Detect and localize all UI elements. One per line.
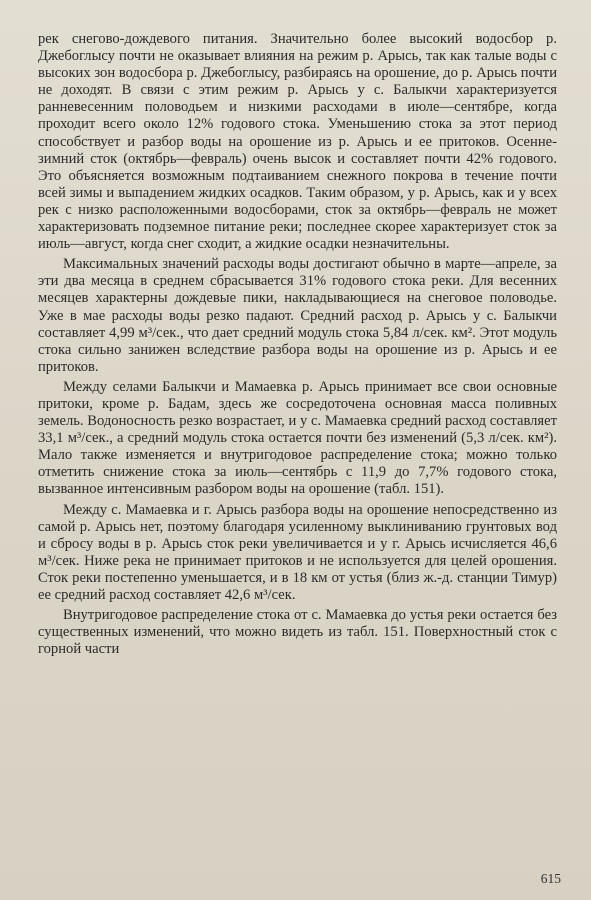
paragraph-2: Максимальных значений расходы воды достигают обычно в марте—апреле, за эти два месяца в среднем сбрасывается 31% годового стока реки. Для весенних месяцев характерны дождевые пики, накладывающиеся на снеговое половодье. Уже в мае расходы воды резко падают. Средний расход р. Арысь у с. Балыкчи составляет 4,99 м³/сек., что дает средний модуль стока 5,84 л/сек. км². Этот модуль стока сильно занижен вследствие разбора воды на орошение из р. Арысь и ее притоков.	[38, 256, 557, 375]
page-number: 615	[540, 870, 561, 886]
paragraph-1: рек снегово-дождевого питания. Значительно более высокий водосбор р. Джебоглысу почти не оказывает влияния на режим р. Арысь, так как талые воды с высоких зон водосбора р. Джебоглысу, разбираясь на орошение, до р. Арысь почти не доходят. В связи с этим режим р. Арысь у с. Балыкчи характеризуется ранневесенним половодьем и низкими расходами в июле—сентябре, когда проходит всего около 12% годового стока. Уменьшению стока за этот период способствует и разбор воды на орошение из р. Арысь и ее притоков. Осенне-зимний сток (октябрь—февраль) очень высок и составляет почти 42% годового. Это объясняется возможным подтаиванием снежного покрова в течение почти всей зимы и выпадением жидких осадков. Таким образом, у р. Арысь, как и у всех рек с низко расположенными водосборами, сток за октябрь—февраль не может характеризовать подземное питание реки; последнее скорее характеризует сток за июль—август, когда снег сходит, а жидкие осадки незначительны.	[38, 31, 557, 253]
text-body	[38, 31, 557, 658]
paragraph-5: Внутригодовое распределение стока от с. Мамаевка до устья реки остается без существенных изменений, что можно видеть из табл. 151. Поверхностный сток с горной части	[38, 607, 557, 658]
paragraph-4: Между с. Мамаевка и г. Арысь разбора воды на орошение непосредственно из самой р. Арысь нет, поэтому благодаря усиленному выклиниванию грунтовых вод и сбросу воды в р. Арысь сток реки увеличивается и у г. Арысь исчисляется 46,6 м³/сек. Ниже река не принимает притоков и не используется для целей орошения. Сток реки постепенно уменьшается, и в 18 км от устья (близ ж.-д. станции Тимур) ее средний расход составляет 42,6 м³/сек.	[38, 501, 557, 603]
paragraph-3: Между селами Балыкчи и Мамаевка р. Арысь принимает все свои основные притоки, кроме р. Бадам, здесь же сосредоточена основная масса поливных земель. Водоносность резко возрастает, и у с. Мамаевка средний расход составляет 33,1 м³/сек., а средний модуль стока остается почти без изменений (5,3 л/сек. км²). Мало также изменяется и внутригодовое распределение стока; можно только отметить снижение стока за июль—сентябрь с 11,9 до 7,7% годового стока, вызванное интенсивным разбором воды на орошение (табл. 151).	[38, 378, 557, 498]
